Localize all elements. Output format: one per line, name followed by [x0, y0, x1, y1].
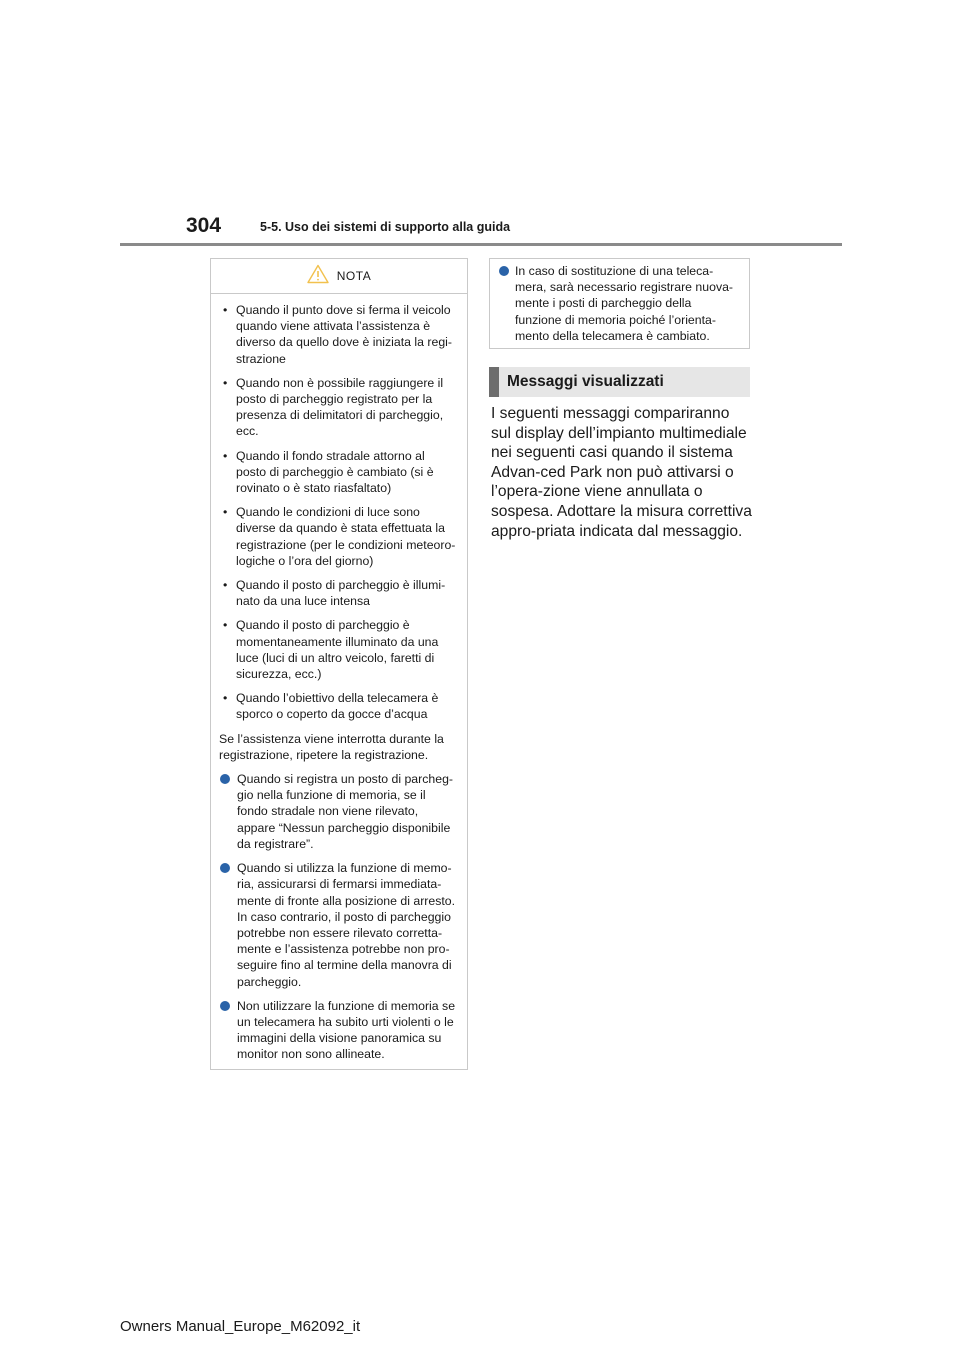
note-dot-item [219, 860, 457, 990]
page-number: 304 [186, 214, 222, 237]
note-bullet: • Quando il posto di parcheggio è illumi-nato da una luce intensa [219, 577, 457, 609]
note-dot-item [219, 998, 457, 1063]
warning-icon [307, 264, 329, 289]
note-bullet: • Quando il posto di parcheggio è momentaneamente illuminato da una luce (luci di un altro veicolo, faretti di sicurezza, ecc.) [219, 617, 457, 682]
note-body [211, 294, 467, 1063]
section-body-text: I seguenti messaggi compariranno sul display dell’impianto multimediale nei seguenti casi quando il sistema Advan-ced Park non può attivarsi o l’opera-zione viene annullata o sospesa. Adottare la misura correttiva appro-priata indicata dal messaggio. [491, 405, 752, 540]
right-note-box [489, 258, 750, 349]
note-title: NOTA [336, 269, 372, 283]
note-bullet: • Quando il fondo stradale attorno al posto di parcheggio è cambiato (si è rovinato o è stato riasfaltato) [219, 448, 457, 497]
bullet-dot-icon [220, 774, 230, 784]
note-bullet: • Quando l’obiettivo della telecamera è sporco o coperto da gocce d’acqua [219, 690, 457, 722]
note-header [211, 259, 467, 294]
section-heading: Messaggi visualizzati [489, 367, 750, 397]
note-bullet: • Quando non è possibile raggiungere il posto di parcheggio registrato per la presenza di delimitatori di parcheggio, ecc. [219, 375, 457, 440]
bullet-dot-icon [220, 863, 230, 873]
section-title: 5-5. Uso dei sistemi di supporto alla guida [260, 220, 511, 234]
note-dot-text: Quando si registra un posto di parcheg-gio nella funzione di memoria, se il fondo stradale non viene rilevato, appare “Nessun parcheggio disponibile da registrare”. [237, 772, 454, 851]
note-dot-text: Quando si utilizza la funzione di memo-ria, assicurarsi di fermarsi immediata-mente di fronte alla posizione di arresto. In caso contrario, il posto di parcheggio potrebbe non essere rilevato corretta-mente e l’assistenza potrebbe non pro-seguire fino al termine della manovra di parcheggio. [237, 861, 456, 989]
header-rule [120, 243, 842, 246]
note-paragraph: Se l’assistenza viene interrotta durante la registrazione, ripetere la registrazione. [219, 731, 444, 762]
bullet-dot-icon [499, 266, 509, 276]
footer-text: Owners Manual_Europe_M62092_it [120, 1318, 361, 1335]
note-bullet: • Quando le condizioni di luce sono diverse da quando è stata effettuata la registrazione (per le condizioni meteoro-logiche o l’ora del giorno) [219, 504, 457, 569]
right-note-text: In caso di sostituzione di una teleca-mera, sarà necessario registrare nuova-mente i posti di parcheggio della funzione di memoria poiché l’orienta-mento della telecamera è cambiato. [515, 264, 734, 343]
note-box [210, 258, 468, 1070]
note-dot-item [219, 771, 457, 852]
note-bullet: • Quando il punto dove si ferma il veicolo quando viene attivata l’assistenza è diverso da quello dove è iniziata la regi-strazione [219, 302, 457, 367]
bullet-dot-icon [220, 1001, 230, 1011]
note-dot-text: Non utilizzare la funzione di memoria se un telecamera ha subito urti violenti o le immagini della visione panoramica su monitor non sono allineate. [237, 998, 456, 1062]
